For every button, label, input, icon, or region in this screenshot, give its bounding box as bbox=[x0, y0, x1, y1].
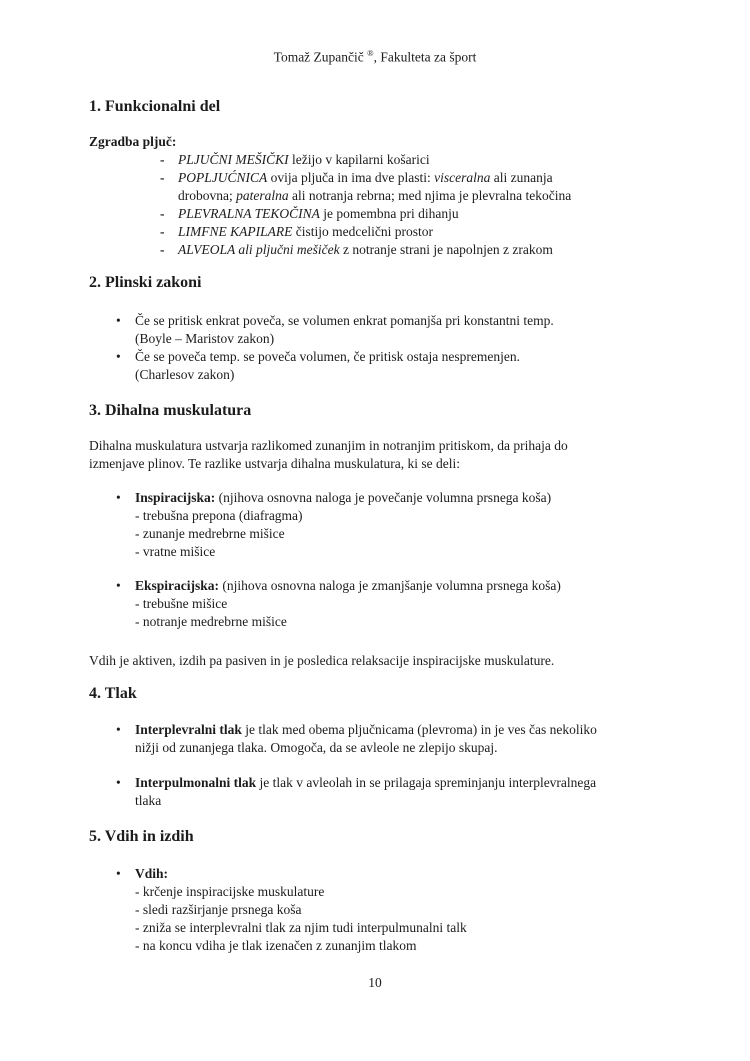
text-run: ali notranja rebrna; med njima je plevralna tekočina bbox=[288, 187, 572, 203]
bullet-marker-icon: • bbox=[116, 721, 121, 737]
sub-list-item bbox=[89, 919, 750, 937]
list-item bbox=[89, 577, 750, 595]
list-item-text bbox=[135, 865, 168, 883]
header-author: Tomaž Zupančič bbox=[273, 49, 368, 65]
registered-mark-icon: ® bbox=[367, 48, 374, 58]
expiratory-muscles-group bbox=[89, 577, 750, 631]
sub-list-item-text bbox=[135, 937, 417, 955]
sub-list-item bbox=[89, 543, 750, 561]
section-1-heading: 1. Funkcionalni del bbox=[89, 97, 221, 115]
text-run: z notranje strani je napolnjen z zrakom bbox=[339, 241, 553, 257]
interpleural-pressure-group bbox=[89, 721, 750, 757]
list-item-text bbox=[178, 151, 430, 169]
bullet-marker-icon: • bbox=[116, 489, 121, 505]
text-run: je tlak med obema pljučnicama (plevroma) in je ves čas nekoliko bbox=[241, 721, 597, 737]
list-item bbox=[89, 312, 750, 330]
text-run: - notranje medrebrne mišice bbox=[135, 613, 287, 629]
list-item-text bbox=[135, 489, 551, 507]
list-item bbox=[89, 169, 750, 187]
section-3-closing-paragraph bbox=[89, 652, 750, 670]
text-run: - krčenje inspiracijske muskulature bbox=[135, 883, 325, 899]
dash-marker-icon: - bbox=[160, 223, 165, 239]
list-item-text bbox=[135, 774, 596, 792]
interpulmonary-pressure-group bbox=[89, 774, 750, 810]
text-run: LIMFNE KAPILARE bbox=[178, 223, 293, 239]
list-item-text bbox=[178, 169, 553, 187]
list-item bbox=[89, 721, 750, 739]
inhale-group bbox=[89, 865, 750, 955]
paragraph-text: izmenjave plinov. Te razlike ustvarja dihalna muskulatura, ki se deli: bbox=[89, 455, 460, 471]
list-item-text bbox=[178, 223, 433, 241]
text-run: Interpulmonalni tlak bbox=[135, 774, 257, 790]
list-item-continuation bbox=[89, 330, 750, 348]
text-run: Če se poveča temp. se poveča volumen, če pritisk ostaja nespremenjen. bbox=[135, 348, 520, 364]
sub-list-item-text bbox=[135, 613, 287, 631]
inspiratory-muscles-group bbox=[89, 489, 750, 561]
section-2-heading: 2. Plinski zakoni bbox=[89, 273, 202, 291]
list-item-text bbox=[135, 312, 554, 330]
text-run: - sledi razširjanje prsnega koša bbox=[135, 901, 302, 917]
list-item-text bbox=[135, 739, 498, 757]
text-run: (njihova osnovna naloga je zmanjšanje volumna prsnega koša) bbox=[219, 577, 561, 593]
list-item bbox=[89, 489, 750, 507]
section-1-list bbox=[89, 151, 750, 259]
dash-marker-icon: - bbox=[160, 241, 165, 257]
text-run: PLEVRALNA TEKOČINA bbox=[178, 205, 320, 221]
text-run: ALVEOLA ali pljučni mešiček bbox=[178, 241, 340, 257]
list-item bbox=[89, 865, 750, 883]
section-4-heading: 4. Tlak bbox=[89, 684, 137, 702]
text-run: ovija pljuča in ima dve plasti: bbox=[267, 169, 435, 185]
sub-list-item-text bbox=[135, 883, 324, 901]
list-item-continuation bbox=[89, 739, 750, 757]
list-item-text bbox=[135, 366, 234, 384]
text-run: PLJUČNI MEŠIČKI bbox=[178, 151, 289, 167]
bullet-marker-icon: • bbox=[116, 577, 121, 593]
header-affiliation: , Fakulteta za šport bbox=[373, 49, 477, 65]
text-run: - trebušna prepona (diafragma) bbox=[135, 507, 303, 523]
sub-list-item-text bbox=[135, 525, 285, 543]
list-item-continuation bbox=[89, 187, 750, 205]
section-3-paragraph bbox=[89, 437, 750, 473]
paragraph-line bbox=[89, 455, 750, 473]
text-run: Vdih: bbox=[135, 865, 169, 881]
sub-list-item bbox=[89, 883, 750, 901]
sub-list-item bbox=[89, 525, 750, 543]
list-item-text bbox=[178, 241, 553, 259]
text-run: Če se pritisk enkrat poveča, se volumen enkrat pomanjša pri konstantni temp. bbox=[135, 312, 554, 328]
section-1-subheading: Zgradba pljuč: bbox=[89, 133, 177, 149]
section-5-heading: 5. Vdih in izdih bbox=[89, 827, 194, 845]
section-3-heading: 3. Dihalna muskulatura bbox=[89, 401, 252, 419]
text-run: Inspiracijska: bbox=[135, 489, 216, 505]
list-item-text bbox=[135, 721, 597, 739]
text-run: (Boyle – Maristov zakon) bbox=[135, 330, 275, 346]
text-run: je tlak v avleolah in se prilagaja spreminjanju interplevralnega bbox=[256, 774, 597, 790]
text-run: nižji od zunanjega tlaka. Omogoča, da se avleole ne zlepijo skupaj. bbox=[135, 739, 498, 755]
document-content bbox=[0, 97, 750, 955]
bullet-marker-icon: • bbox=[116, 312, 121, 328]
text-run: POPLJUĆNICA bbox=[178, 169, 268, 185]
sub-list-item-text bbox=[135, 507, 303, 525]
dash-marker-icon: - bbox=[160, 151, 165, 167]
bullet-marker-icon: • bbox=[116, 774, 121, 790]
text-run: ležijo v kapilarni košarici bbox=[288, 151, 430, 167]
text-run: (njihova osnovna naloga je povečanje volumna prsnega koša) bbox=[215, 489, 552, 505]
page-header bbox=[0, 0, 750, 67]
paragraph-line bbox=[89, 437, 750, 455]
list-item bbox=[89, 205, 750, 223]
list-item-text bbox=[135, 577, 561, 595]
text-run: je pomembna pri dihanju bbox=[319, 205, 459, 221]
sub-list-item bbox=[89, 595, 750, 613]
text-run: - zniža se interplevralni tlak za njim tudi interpulmunalni talk bbox=[135, 919, 467, 935]
sub-list-item-text bbox=[135, 595, 227, 613]
page-number: 10 bbox=[368, 974, 382, 990]
paragraph-text: Vdih je aktiven, izdih pa pasiven in je posledica relaksacije inspiracijske muskulature. bbox=[89, 652, 555, 668]
list-item bbox=[89, 348, 750, 366]
sub-list-item bbox=[89, 901, 750, 919]
text-run: (Charlesov zakon) bbox=[135, 366, 235, 382]
sub-list-item-text bbox=[135, 543, 215, 561]
bullet-marker-icon: • bbox=[116, 348, 121, 364]
paragraph-text: Dihalna muskulatura ustvarja razlikomed zunanjim in notranjim pritiskom, da prihaja do bbox=[89, 437, 568, 453]
sub-list-item bbox=[89, 507, 750, 525]
list-item bbox=[89, 151, 750, 169]
list-item-text bbox=[135, 348, 520, 366]
text-run: Ekspiracijska: bbox=[135, 577, 220, 593]
list-item bbox=[89, 774, 750, 792]
text-run: tlaka bbox=[135, 792, 162, 808]
text-run: ali zunanja bbox=[490, 169, 553, 185]
list-item-continuation bbox=[89, 792, 750, 810]
text-run: Interplevralni tlak bbox=[135, 721, 242, 737]
text-run: drobovna; bbox=[178, 187, 237, 203]
text-run: - trebušne mišice bbox=[135, 595, 228, 611]
list-item-text bbox=[135, 330, 274, 348]
text-run: - na koncu vdiha je tlak izenačen z zunanjim tlakom bbox=[135, 937, 417, 953]
bullet-marker-icon: • bbox=[116, 865, 121, 881]
dash-marker-icon: - bbox=[160, 169, 165, 185]
list-item bbox=[89, 223, 750, 241]
text-run: - zunanje medrebrne mišice bbox=[135, 525, 285, 541]
sub-list-item-text bbox=[135, 901, 301, 919]
sub-list-item-text bbox=[135, 919, 467, 937]
list-item-text bbox=[178, 205, 459, 223]
list-item-text bbox=[178, 187, 571, 205]
list-item-text bbox=[135, 792, 161, 810]
section-2-list bbox=[89, 312, 750, 384]
list-item-continuation bbox=[89, 366, 750, 384]
dash-marker-icon: - bbox=[160, 205, 165, 221]
text-run: pateralna bbox=[236, 187, 289, 203]
list-item bbox=[89, 241, 750, 259]
text-run: - vratne mišice bbox=[135, 543, 216, 559]
sub-list-item bbox=[89, 613, 750, 631]
sub-list-item bbox=[89, 937, 750, 955]
text-run: visceralna bbox=[434, 169, 491, 185]
text-run: čistijo medcelični prostor bbox=[292, 223, 433, 239]
